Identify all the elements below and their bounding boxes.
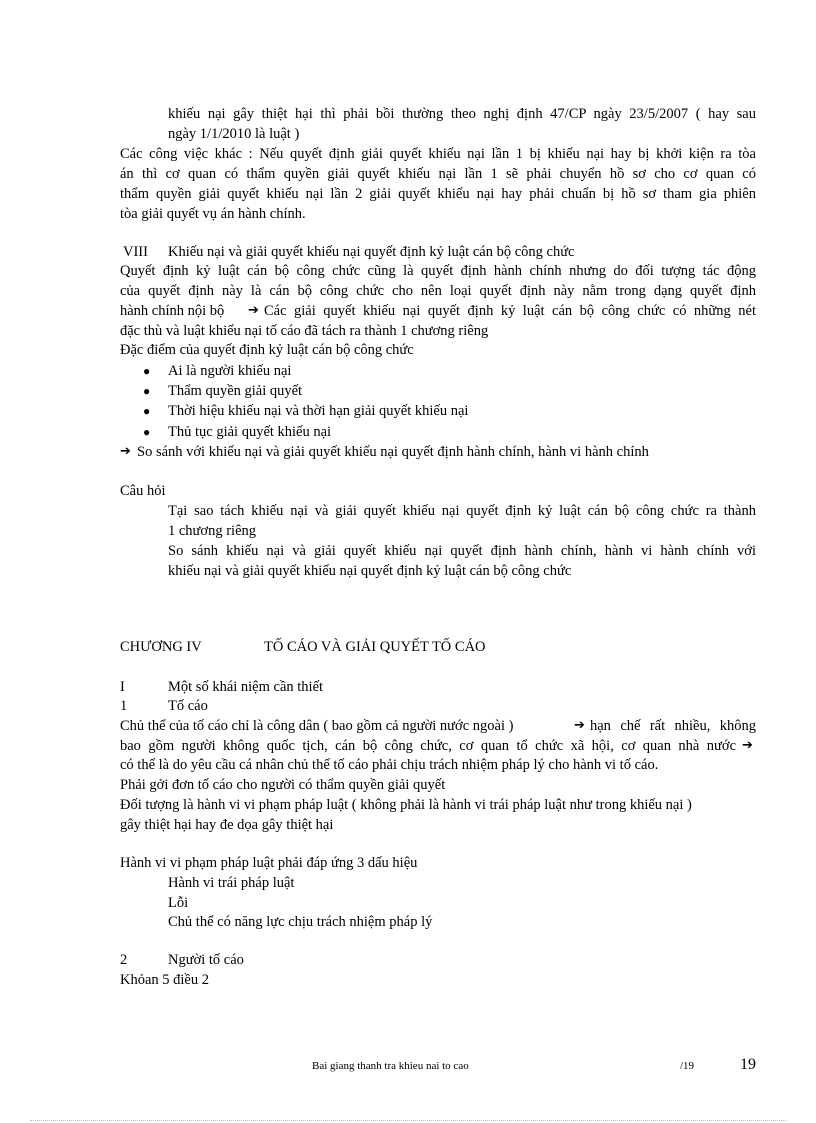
text-line: có thể là do yêu cầu cá nhân chủ thể tố cáo phải chịu trách nhiệm pháp lý cho hành vi tố cáo. (120, 757, 659, 773)
section-number: 1 (120, 698, 128, 714)
section-number: VIII (123, 244, 148, 260)
text-line: bao gồm người không quốc tịch, cán bộ công chức, cơ quan tổ chức xã hội, cơ quan nhà nước (120, 738, 736, 754)
list-item: Thủ tục giải quyết khiếu nại (168, 424, 332, 440)
bullet-icon: ● (143, 425, 151, 439)
chapter-label: CHƯƠNG IV (120, 639, 202, 655)
arrow-icon: ➔ (574, 718, 585, 733)
text-line: Câu hỏi (120, 483, 166, 499)
text-line: đặc thù và luật khiếu nại tố cáo đã tách ra thành 1 chương riêng (120, 323, 489, 339)
bullet-icon: ● (143, 384, 151, 398)
bullet-icon: ● (143, 364, 151, 378)
text-line: hạn chế rất nhiều, không (590, 718, 756, 734)
section-number: 2 (120, 952, 128, 968)
text-line: án thì cơ quan có thẩm quyền giải quyết khiếu nại lần 1 sẽ phải chuyển hồ sơ cho cơ quan có (120, 166, 756, 182)
text-line: Các công việc khác : Nếu quyết định giải quyết khiếu nại lần 1 bị khiếu nại hay bị khởi kiện ra tòa (120, 146, 756, 162)
list-item: Thời hiệu khiếu nại và thời hạn giải quyết khiếu nại (168, 403, 469, 419)
page-number: 19 (740, 1056, 756, 1073)
text-line: Quyết định kỷ luật cán bộ công chức cũng là quyết định hành chính nhưng do đối tượng tác động (120, 263, 756, 279)
text-line: khiếu nại và giải quyết khiếu nại quyết định kỷ luật cán bộ công chức (168, 563, 572, 579)
chapter-title: TỐ CÁO VÀ GIẢI QUYẾT TỐ CÁO (264, 639, 486, 655)
text-line: Đặc điểm của quyết định kỷ luật cán bộ công chức (120, 342, 414, 358)
text-line: thẩm quyền giải quyết khiếu nại lần 2 giải quyết khiếu nại hay phải chuẩn bị hồ sơ tham gia phiên (120, 186, 756, 202)
list-item: Thẩm quyền giải quyết (168, 383, 303, 399)
text-line: Khỏan 5 điều 2 (120, 972, 209, 988)
list-item: Ai là người khiếu nại (168, 363, 292, 379)
footer-page-ref: /19 (680, 1060, 695, 1072)
text-line: gây thiệt hại hay đe dọa gây thiệt hại (120, 817, 334, 833)
text-line: So sánh với khiếu nại và giải quyết khiếu nại quyết định hành chính, hành vi hành chính (137, 444, 649, 460)
text-line: tòa giải quyết vụ án hành chính. (120, 206, 306, 222)
list-item: Chủ thể có năng lực chịu trách nhiệm pháp lý (168, 914, 433, 930)
text-line: của quyết định này là cán bộ công chức cho nên loại quyết định này nằm trong dạng quyết định (120, 283, 756, 299)
section-heading: Khiếu nại và giải quyết khiếu nại quyết định kỷ luật cán bộ công chức (168, 244, 575, 260)
page-border (30, 1120, 786, 1121)
bullet-icon: ● (143, 404, 151, 418)
arrow-icon: ➔ (248, 303, 259, 318)
text-line: Chủ thể của tố cáo chỉ là công dân ( bao gồm cả người nước ngoài ) (120, 718, 514, 734)
text-line: khiếu nại gây thiệt hại thì phải bồi thường theo nghị định 47/CP ngày 23/5/2007 ( hay sau (168, 106, 756, 122)
text-line: Hành vi vi phạm pháp luật phải đáp ứng 3 dấu hiệu (120, 855, 418, 871)
footer-title: Bai giang thanh tra khieu nai to cao (312, 1060, 469, 1072)
section-heading: Một số khái niệm cần thiết (168, 679, 324, 695)
text-line: Đối tượng là hành vi vi phạm pháp luật ( không phải là hành vi trái pháp luật như trong khiếu nại ) (120, 797, 692, 813)
list-item: Hành vi trái pháp luật (168, 875, 295, 891)
text-line: Tại sao tách khiếu nại và giải quyết khiếu nại quyết định kỷ luật cán bộ công chức ra thành (168, 503, 756, 519)
text-line: Phải gởi đơn tố cáo cho người có thẩm quyền giải quyết (120, 777, 446, 793)
arrow-icon: ➔ (742, 738, 753, 753)
section-heading: Người tố cáo (168, 952, 244, 968)
text-line: Các giải quyết khiếu nại quyết định kỷ luật cán bộ công chức có những nét (264, 303, 756, 319)
list-item: Lỗi (168, 895, 189, 911)
text-line: 1 chương riêng (168, 523, 257, 539)
section-number: I (120, 679, 125, 695)
section-heading: Tố cáo (168, 698, 208, 714)
text-line: So sánh khiếu nại và giải quyết khiếu nại quyết định hành chính, hành vi hành chính với (168, 543, 756, 559)
arrow-icon: ➔ (120, 444, 131, 459)
text-line: ngày 1/1/2010 là luật ) (168, 126, 300, 142)
text-line: hành chính nội bộ (120, 303, 225, 319)
